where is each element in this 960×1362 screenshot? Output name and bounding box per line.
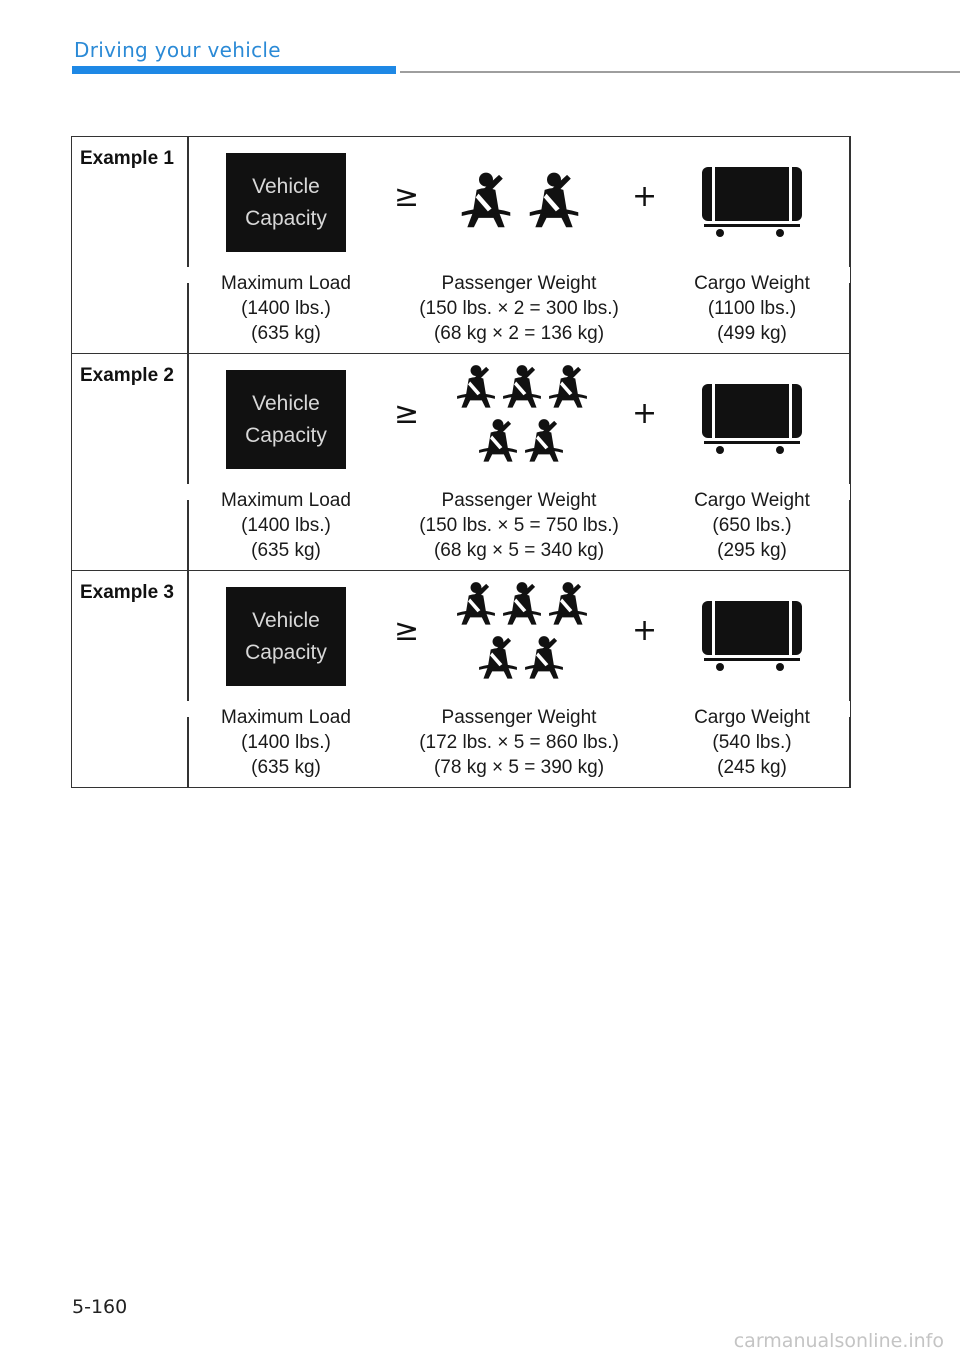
passenger-icons xyxy=(454,579,594,689)
watermark: carmanualsonline.info xyxy=(733,1330,944,1352)
greater-equal-sign: ≥ xyxy=(394,179,420,214)
page-number: 5-160 xyxy=(72,1296,128,1318)
max-load-caption: Maximum Load (1400 lbs.) (635 kg) xyxy=(221,273,351,344)
header-title: Driving your vehicle xyxy=(74,38,281,62)
passenger-icons xyxy=(452,167,588,237)
passenger-icons xyxy=(454,362,594,472)
example-label: Example 1 xyxy=(80,148,174,169)
plus-sign: + xyxy=(632,179,658,214)
cargo-icon xyxy=(702,599,802,673)
vehicle-capacity-badge: Vehicle Capacity xyxy=(226,370,346,469)
example-label: Example 2 xyxy=(80,365,174,386)
cargo-weight-caption: Cargo Weight (540 lbs.) (245 kg) xyxy=(694,707,810,778)
example-row xyxy=(72,137,850,354)
passenger-weight-caption: Passenger Weight (150 lbs. × 5 = 750 lbs.) (68 kg × 5 = 340 kg) xyxy=(419,490,619,561)
plus-sign: + xyxy=(632,396,658,431)
header-rule xyxy=(400,71,960,73)
vehicle-capacity-badge: Vehicle Capacity xyxy=(226,153,346,252)
cargo-weight-caption: Cargo Weight (650 lbs.) (295 kg) xyxy=(694,490,810,561)
header-accent-bar xyxy=(72,66,396,74)
plus-sign: + xyxy=(632,613,658,648)
passenger-weight-caption: Passenger Weight (150 lbs. × 2 = 300 lbs.) (68 kg × 2 = 136 kg) xyxy=(419,273,619,344)
passenger-weight-caption: Passenger Weight (172 lbs. × 5 = 860 lbs.) (78 kg × 5 = 390 kg) xyxy=(419,707,619,778)
example-row xyxy=(72,571,850,787)
greater-equal-sign: ≥ xyxy=(394,613,420,648)
vehicle-capacity-examples-table xyxy=(71,136,851,788)
example-row xyxy=(72,354,850,571)
cargo-icon xyxy=(702,382,802,456)
cargo-icon xyxy=(702,165,802,239)
example-label: Example 3 xyxy=(80,582,174,603)
greater-equal-sign: ≥ xyxy=(394,396,420,431)
cargo-weight-caption: Cargo Weight (1100 lbs.) (499 kg) xyxy=(694,273,810,344)
max-load-caption: Maximum Load (1400 lbs.) (635 kg) xyxy=(221,707,351,778)
vehicle-capacity-badge: Vehicle Capacity xyxy=(226,587,346,686)
max-load-caption: Maximum Load (1400 lbs.) (635 kg) xyxy=(221,490,351,561)
